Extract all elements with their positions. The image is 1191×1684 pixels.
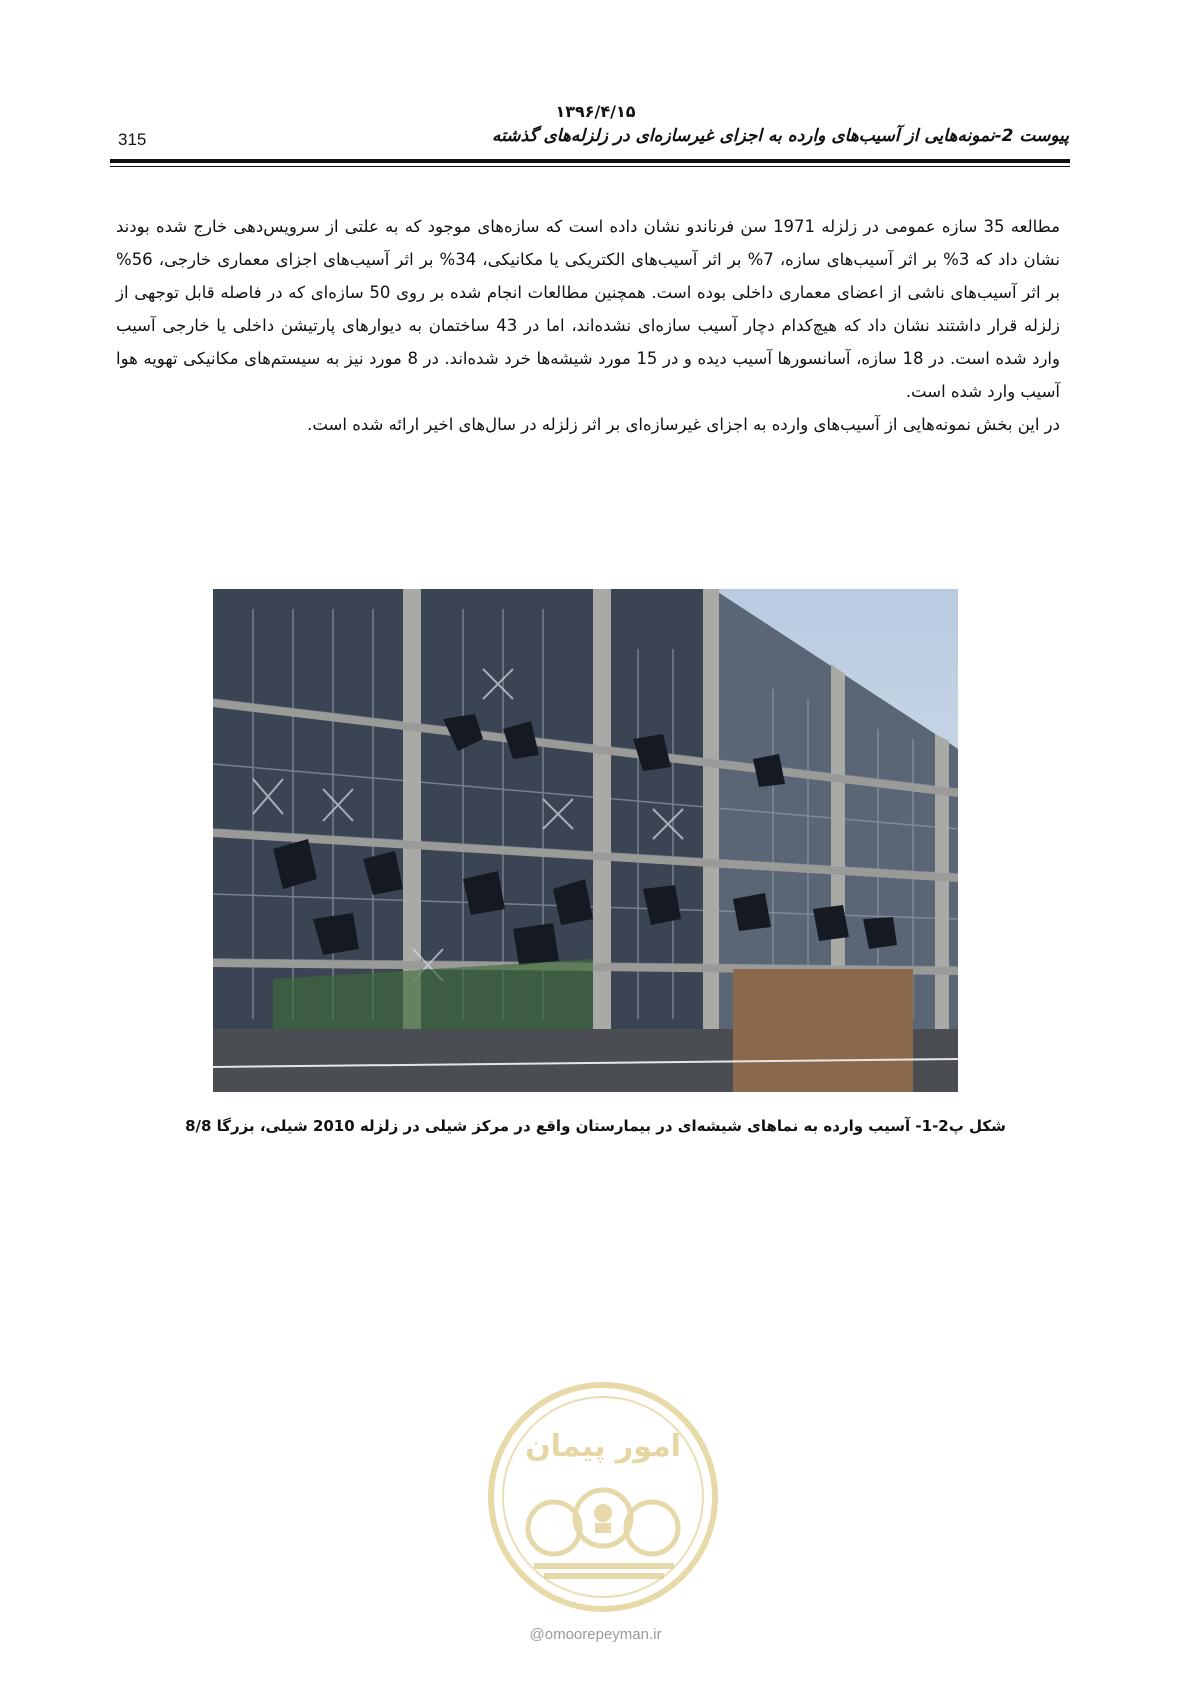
- svg-text:امور پیمان: امور پیمان: [525, 1429, 681, 1464]
- page-number: 315: [118, 130, 147, 149]
- figure-photo: [213, 589, 958, 1092]
- paragraph: در این بخش نمونه‌هایی از آسیب‌های وارده به اجزای غیرسازه‌ای بر اثر زلزله در سال‌های اخیر ارائه شده است.: [307, 415, 1060, 434]
- header-rule-thick: [110, 159, 1070, 163]
- body-text: [116, 210, 1060, 441]
- running-title: پیوست 2-نمونه‌هایی از آسیب‌های وارده به اجزای غیرسازه‌ای در زلزله‌های گذشته: [492, 126, 1069, 146]
- watermark-seal: [484, 1378, 722, 1616]
- header-date: ۱۳۹۶/۴/۱۵: [555, 102, 636, 121]
- paragraph: مطالعه 35 سازه عمومی در زلزله 1971 سن فرناندو نشان داده است که سازه‌های موجود که به علتی از سرویس‌دهی خارج شده بودند نشان داد که 3% بر اثر آسیب‌های سازه، 7% بر اثر آسیب‌های الکتریکی یا مکانیکی، 34% بر اثر آسیب‌های اجزای معماری خارجی، 56% بر اثر آسیب‌های ناشی از اعضای معماری داخلی بوده است. همچنین مطالعات انجام شده بر روی 50 سازه‌ای که در فاصله قابل توجهی از زلزله قرار داشتند نشان داد که هیچ‌کدام دچار آسیب سازه‌ای نشده‌اند، اما در 43 ساختمان به دیوارهای پارتیشن داخلی یا خارجی آسیب وارد شده است. در 18 سازه، آسانسورها آسیب دیده و در 15 مورد شیشه‌ها خرد شده‌اند. در 8 مورد نیز به سیستم‌های مکانیکی تهویه هوا آسیب وارد شده است.: [116, 217, 1061, 401]
- damaged-facade-photo: [213, 589, 958, 1092]
- watermark-logo: [484, 1378, 722, 1616]
- header-rule-thin: [110, 166, 1070, 167]
- watermark-site: @omoorepeyman.ir: [529, 1626, 662, 1643]
- figure-caption: شکل پ2-1- آسیب وارده به نماهای شیشه‌ای در بیمارستان واقع در مرکز شیلی در زلزله 2010 شیلی، بزرگا 8/8: [185, 1117, 1006, 1135]
